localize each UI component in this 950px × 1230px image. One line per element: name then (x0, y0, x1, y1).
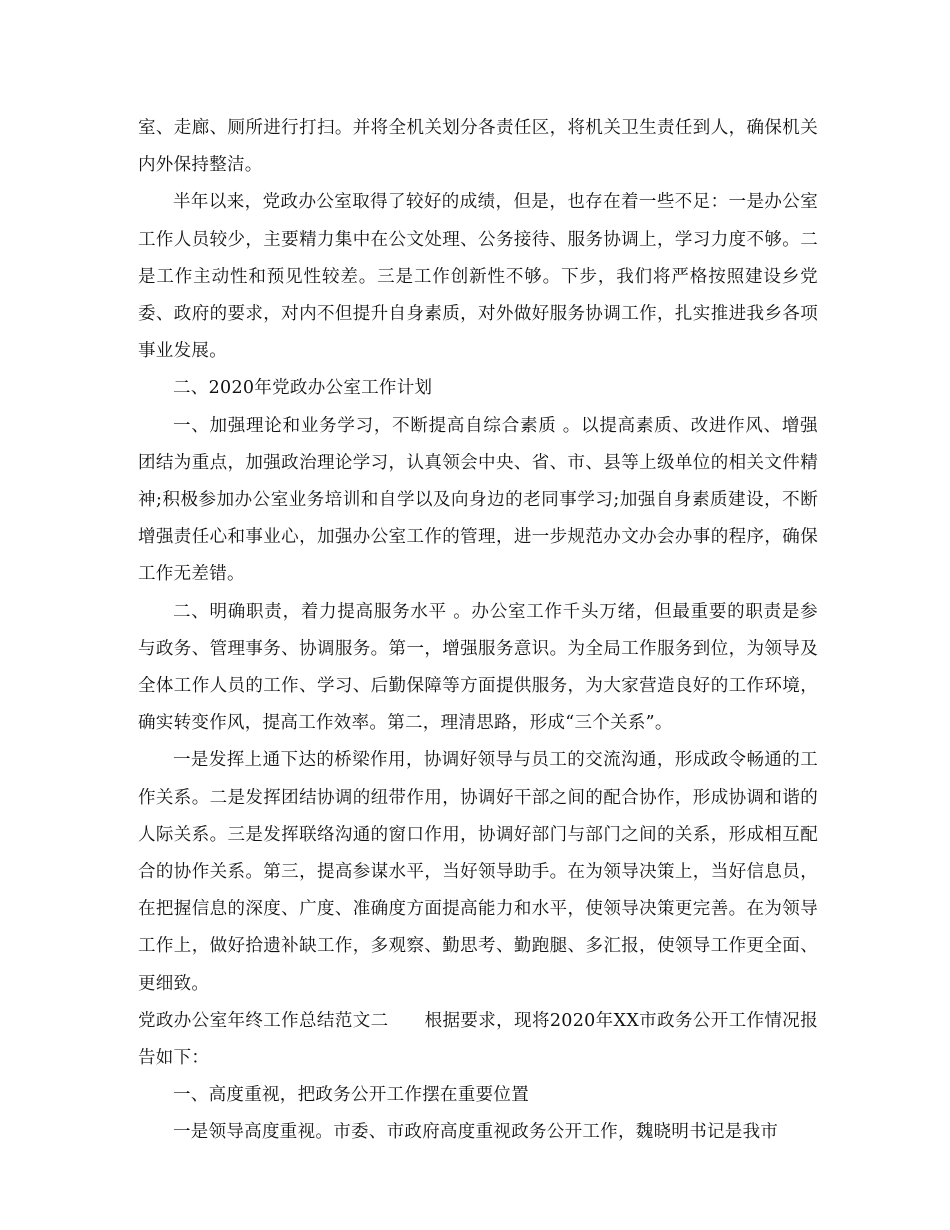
document-page (138, 110, 818, 1152)
paragraph-three-relations: 一是发挥上通下达的桥梁作用，协调好领导与员工的交流沟通，形成政令畅通的工作关系。二是发挥团结协调的纽带作用，协调好干部之间的配合协作，形成协调和谐的人际关系。三是发挥联络沟通的窗口作用，协调好部门与部门之间的关系，形成相互配合的协作关系。第三，提高参谋水平，当好领导助手。在为领导决策上，当好信息员，在把握信息的深度、广度、准确度方面提高能力和水平，使领导决策更完善。在为领导工作上，做好拾遗补缺工作，多观察、勤思考、勤跑腿、多汇报，使领导工作更全面、更细致。 (138, 750, 818, 994)
section-intro: 根据要求，现将2020年XX市政务公开工作情况报告如下： (138, 1010, 818, 1069)
paragraph-summary-shortcomings: 半年以来，党政办公室取得了较好的成绩，但是，也存在着一些不足：一是办公室工作人员较少，主要精力集中在公文处理、公务接待、服务协调上，学习力度不够。二是工作主动性和预见性较差。三是工作创新性不够。下步，我们将严格按照建设乡党委、政府的要求，对内不但提升自身素质，对外做好服务协调工作，扎实推进我乡各项事业发展。 (138, 192, 818, 362)
section-title: 党政办公室年终工作总结范文二 (138, 1010, 389, 1031)
heading-work-plan: 二、2020年党政办公室工作计划 (173, 378, 433, 399)
paragraph-plan-item-1: 一、加强理论和业务学习，不断提高自综合素质 。以提高素质、改进作风、增强团结为重点，加强政治理论学习，认真领会中央、省、市、县等上级单位的相关文件精神;积极参加办公室业务培训和自学以及向身边的老同事学习;加强自身素质建设，不断增强责任心和事业心，加强办公室工作的管理，进一步规范办文办会办事的程序，确保工作无差错。 (138, 415, 818, 585)
paragraph-open-affairs-heading: 一、高度重视，把政务公开工作摆在重要位置 (173, 1085, 529, 1106)
section-title-line (138, 1003, 818, 1077)
paragraph-cleaning: 室、走廊、厕所进行打扫。并将全机关划分各责任区，将机关卫生责任到人，确保机关内外保持整洁。 (138, 118, 818, 176)
paragraph-plan-item-2: 二、明确职责，着力提高服务水平 。办公室工作千头万绪，但最重要的职责是参与政务、管理事务、协调服务。第一，增强服务意识。为全局工作服务到位，为领导及全体工作人员的工作、学习、后勤保障等方面提供服务，为大家营造良好的工作环境，确实转变作风，提高工作效率。第二，理清思路，形成“三个关系”。 (138, 601, 818, 734)
paragraph-leadership: 一是领导高度重视。市委、市政府高度重视政务公开工作，魏晓明书记是我市 (173, 1122, 779, 1143)
